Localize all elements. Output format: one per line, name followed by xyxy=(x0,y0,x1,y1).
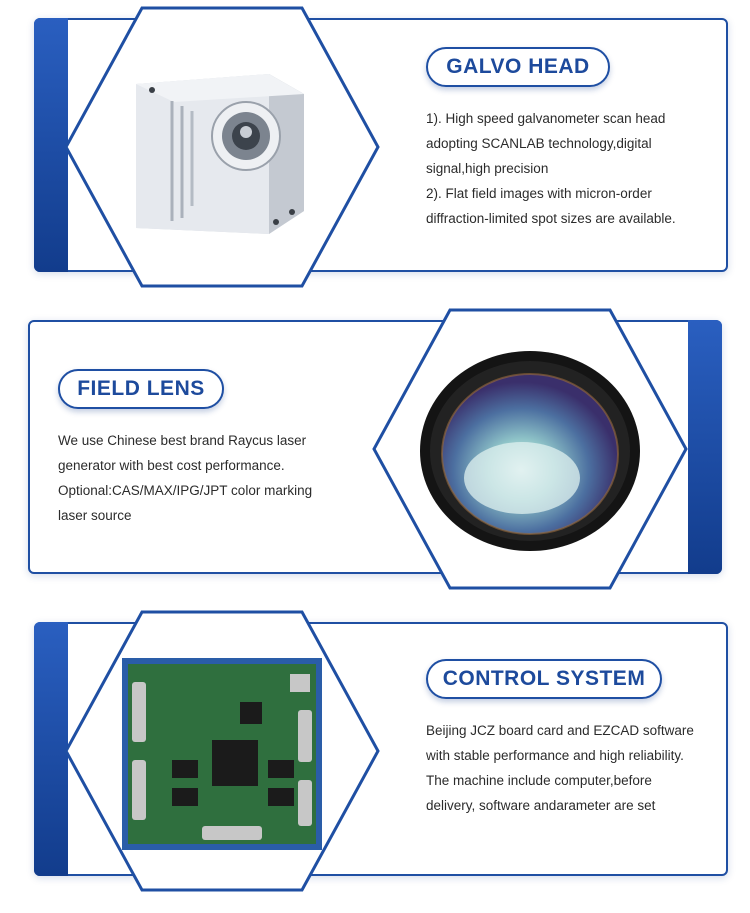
galvo-head-image-frame xyxy=(64,6,380,288)
field-lens-description xyxy=(58,428,358,528)
control-system-title xyxy=(426,659,662,699)
control-system-description xyxy=(426,718,724,818)
description-line: laser source xyxy=(58,508,132,523)
galvo-head-title xyxy=(426,47,610,87)
description-line: delivery, software andarameter are set xyxy=(426,798,656,813)
field-lens-title-text: FIELD LENS xyxy=(77,377,205,400)
field-lens-title xyxy=(58,369,224,409)
description-line: generator with best cost performance. xyxy=(58,458,285,473)
control-board-photo xyxy=(122,658,322,850)
description-line: adopting SCANLAB technology,digital xyxy=(426,136,652,151)
description-line: signal,high precision xyxy=(426,161,549,176)
description-line: The machine include computer,before xyxy=(426,773,652,788)
galvo-head-photo xyxy=(136,74,304,234)
control-system-image-frame xyxy=(64,610,380,892)
description-line: with stable performance and high reliability. xyxy=(426,748,684,763)
galvo-head-title-text: GALVO HEAD xyxy=(446,55,590,78)
field-lens-image-frame xyxy=(372,308,688,590)
galvo-head-description xyxy=(426,106,716,231)
card-accent-band xyxy=(688,320,722,574)
card-accent-band xyxy=(34,622,68,876)
description-line: 1). High speed galvanometer scan head xyxy=(426,111,666,126)
control-system-title-text: CONTROL SYSTEM xyxy=(442,667,646,690)
description-line: diffraction-limited spot sizes are available. xyxy=(426,211,676,226)
card-accent-band xyxy=(34,18,68,272)
description-line: Beijing JCZ board card and EZCAD software xyxy=(426,723,694,738)
description-line: Optional:CAS/MAX/IPG/JPT color marking xyxy=(58,483,313,498)
description-line: We use Chinese best brand Raycus laser xyxy=(58,433,307,448)
description-line: 2). Flat field images with micron-order xyxy=(426,186,652,201)
field-lens-photo xyxy=(420,351,640,551)
